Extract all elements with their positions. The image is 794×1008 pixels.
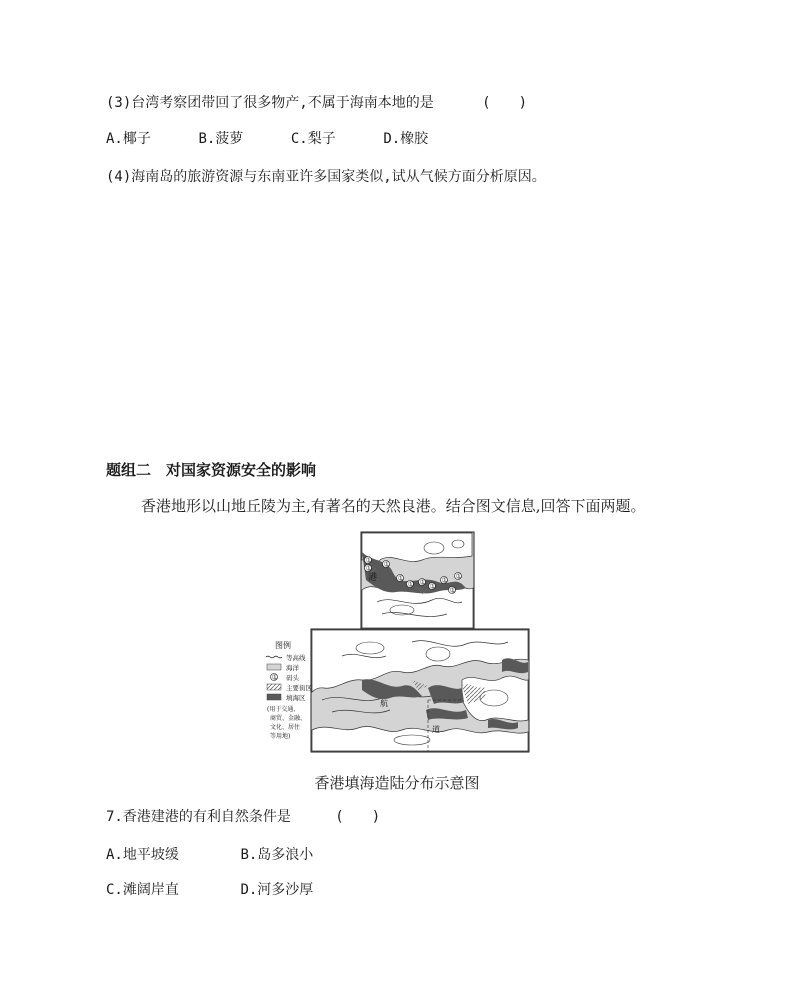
legend-note-line: 文化、居住 bbox=[270, 724, 301, 731]
figure-caption: 香港填海造陆分布示意图 bbox=[314, 774, 480, 792]
pier-icon: ① bbox=[441, 576, 449, 585]
legend-item-street: 主要街区 bbox=[286, 684, 312, 692]
answer-parentheses: ( ) bbox=[335, 809, 381, 825]
question-7 bbox=[106, 807, 380, 827]
pier-icon: ① bbox=[449, 586, 457, 595]
pier-icon: ① bbox=[397, 574, 405, 583]
question-4-stem: (4)海南岛的旅游资源与东南亚许多国家类似,试从气候方面分析原因。 bbox=[106, 169, 546, 185]
option-b: B.岛多浪小 bbox=[240, 847, 314, 863]
pier-icon: ① bbox=[365, 556, 373, 565]
pier-icon: ① bbox=[383, 560, 391, 569]
pier-icon: ① bbox=[419, 578, 427, 587]
pier-icon: ① bbox=[365, 564, 373, 573]
legend-note-line: 商贸、金融、 bbox=[270, 715, 307, 722]
question-4 bbox=[106, 167, 546, 187]
option-b: B.菠萝 bbox=[198, 131, 244, 147]
question-7-options-row-2 bbox=[106, 880, 313, 900]
legend-title: 图例 bbox=[275, 641, 291, 650]
group-intro: 香港地形以山地丘陵为主,有著名的天然良港。结合图文信息,回答下面两题。 bbox=[141, 497, 646, 515]
pier-icon: ① bbox=[407, 580, 415, 589]
main-map bbox=[311, 629, 529, 752]
pier-icon: ① bbox=[271, 673, 279, 682]
option-c: C.滩阔岸直 bbox=[106, 882, 179, 898]
legend-item-pier: 码头 bbox=[286, 674, 299, 682]
question-7-stem: 7.香港建港的有利自然条件是 bbox=[106, 809, 291, 825]
question-7-options-row-1 bbox=[106, 845, 313, 865]
map-label-hang: 航 bbox=[380, 699, 388, 708]
option-a: A.地平坡缓 bbox=[106, 847, 179, 863]
question-3-options bbox=[106, 129, 428, 149]
reclaim-legend-icon bbox=[267, 694, 281, 700]
pier-icon: ① bbox=[429, 582, 437, 591]
legend-item-reclaim: 填海区 bbox=[286, 694, 306, 702]
harbor-label: 港 bbox=[368, 573, 378, 583]
contour-legend-icon bbox=[266, 656, 282, 658]
legend-note-line: 等用地) bbox=[270, 733, 291, 740]
legend-note-line: (用于交通、 bbox=[267, 706, 300, 713]
legend-item-sea: 海洋 bbox=[286, 664, 299, 672]
legend-item-contour: 等高线 bbox=[286, 654, 306, 662]
legend bbox=[266, 640, 313, 740]
inset-map bbox=[361, 532, 474, 629]
option-c: C.梨子 bbox=[290, 131, 336, 147]
option-a: A.椰子 bbox=[106, 131, 151, 147]
sea-legend-icon bbox=[267, 664, 281, 670]
question-3-stem: (3)台湾考察团带回了很多物产,不属于海南本地的是 bbox=[106, 95, 434, 111]
street-legend-icon bbox=[267, 684, 281, 690]
answer-parentheses: ( ) bbox=[482, 95, 528, 111]
hong-kong-reclamation-map bbox=[262, 530, 532, 755]
option-d: D.橡胶 bbox=[383, 131, 429, 147]
map-label-dao: 道 bbox=[432, 725, 440, 734]
group-title: 题组二 对国家资源安全的影响 bbox=[106, 461, 317, 479]
question-3 bbox=[106, 93, 527, 113]
option-d: D.河多沙厚 bbox=[240, 882, 314, 898]
pier-icon: ① bbox=[455, 572, 463, 581]
